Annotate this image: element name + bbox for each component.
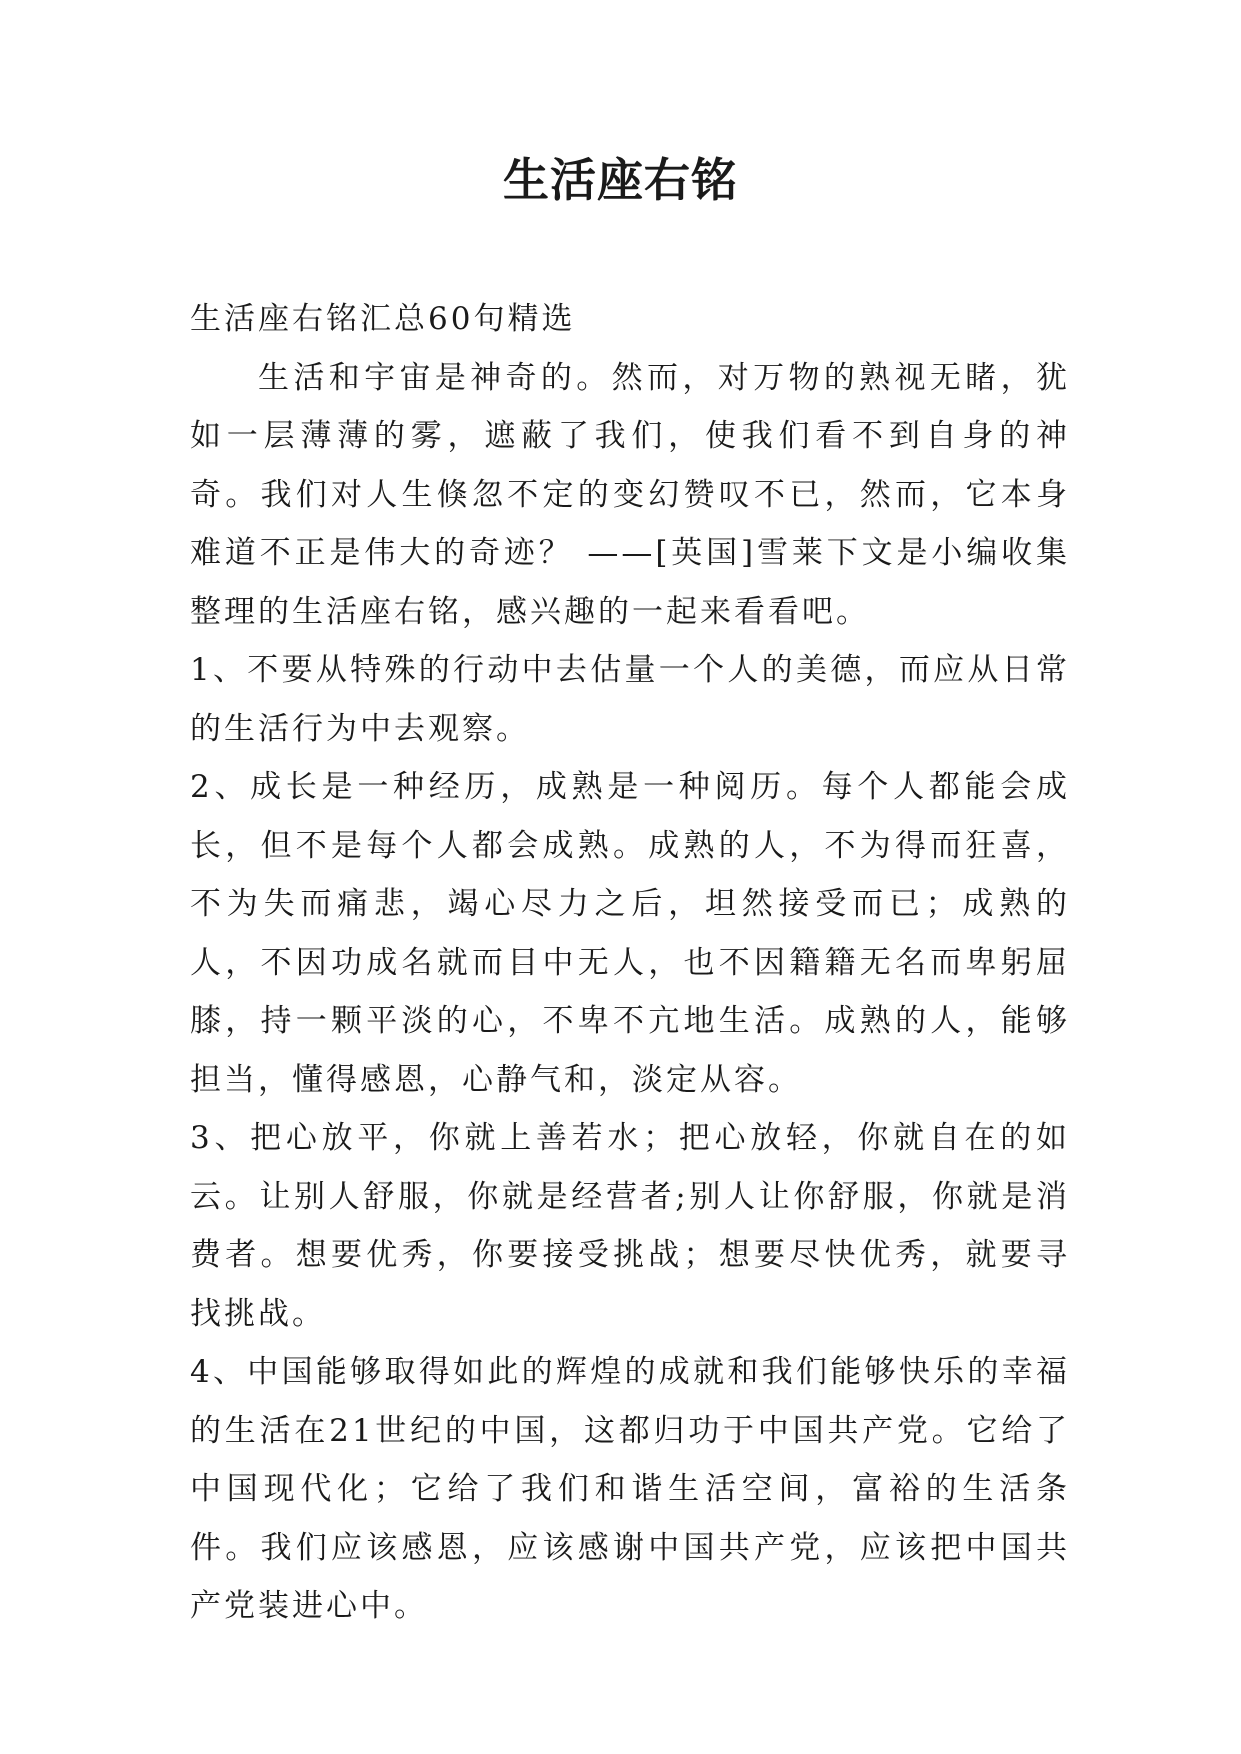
list-item: 3、把心放平，你就上善若水；把心放轻，你就自在的如云。让别人舒服，你就是经营者;别人让你舒服，你就是消费者。想要优秀，你要接受挑战；想要尽快优秀，就要寻找挑战。 — [190, 1120, 1070, 1332]
page-title: 生活座右铭 — [503, 153, 738, 207]
list-item: 4、中国能够取得如此的辉煌的成就和我们能够快乐的幸福的生活在21世纪的中国，这都归功于中国共产党。它给了中国现代化；它给了我们和谐生活空间，富裕的生活条件。我们应该感恩，应该感谢中国共产党，应该把中国共产党装进心中。 — [190, 1354, 1070, 1624]
list-item: 1、不要从特殊的行动中去估量一个人的美德，而应从日常的生活行为中去观察。 — [190, 652, 1070, 747]
list-item: 2、成长是一种经历，成熟是一种阅历。每个人都能会成长，但不是每个人都会成熟。成熟的人，不为得而狂喜，不为失而痛悲，竭心尽力之后，坦然接受而已；成熟的人，不因功成名就而目中无人，也不因籍籍无名而卑躬屈膝，持一颗平淡的心，不卑不亢地生活。成熟的人，能够担当，懂得感恩，心静气和，淡定从容。 — [190, 769, 1070, 1098]
document-body — [190, 290, 1070, 1636]
intro-paragraph: 生活和宇宙是神奇的。然而，对万物的熟视无睹，犹如一层薄薄的雾，遮蔽了我们，使我们看不到自身的神奇。我们对人生倏忽不定的变幻赞叹不已，然而，它本身难道不正是伟大的奇迹？ ——[英国]雪莱下文是小编收集整理的生活座右铭，感兴趣的一起来看看吧。 — [190, 359, 1070, 630]
subtitle: 生活座右铭汇总60句精选 — [190, 301, 576, 337]
